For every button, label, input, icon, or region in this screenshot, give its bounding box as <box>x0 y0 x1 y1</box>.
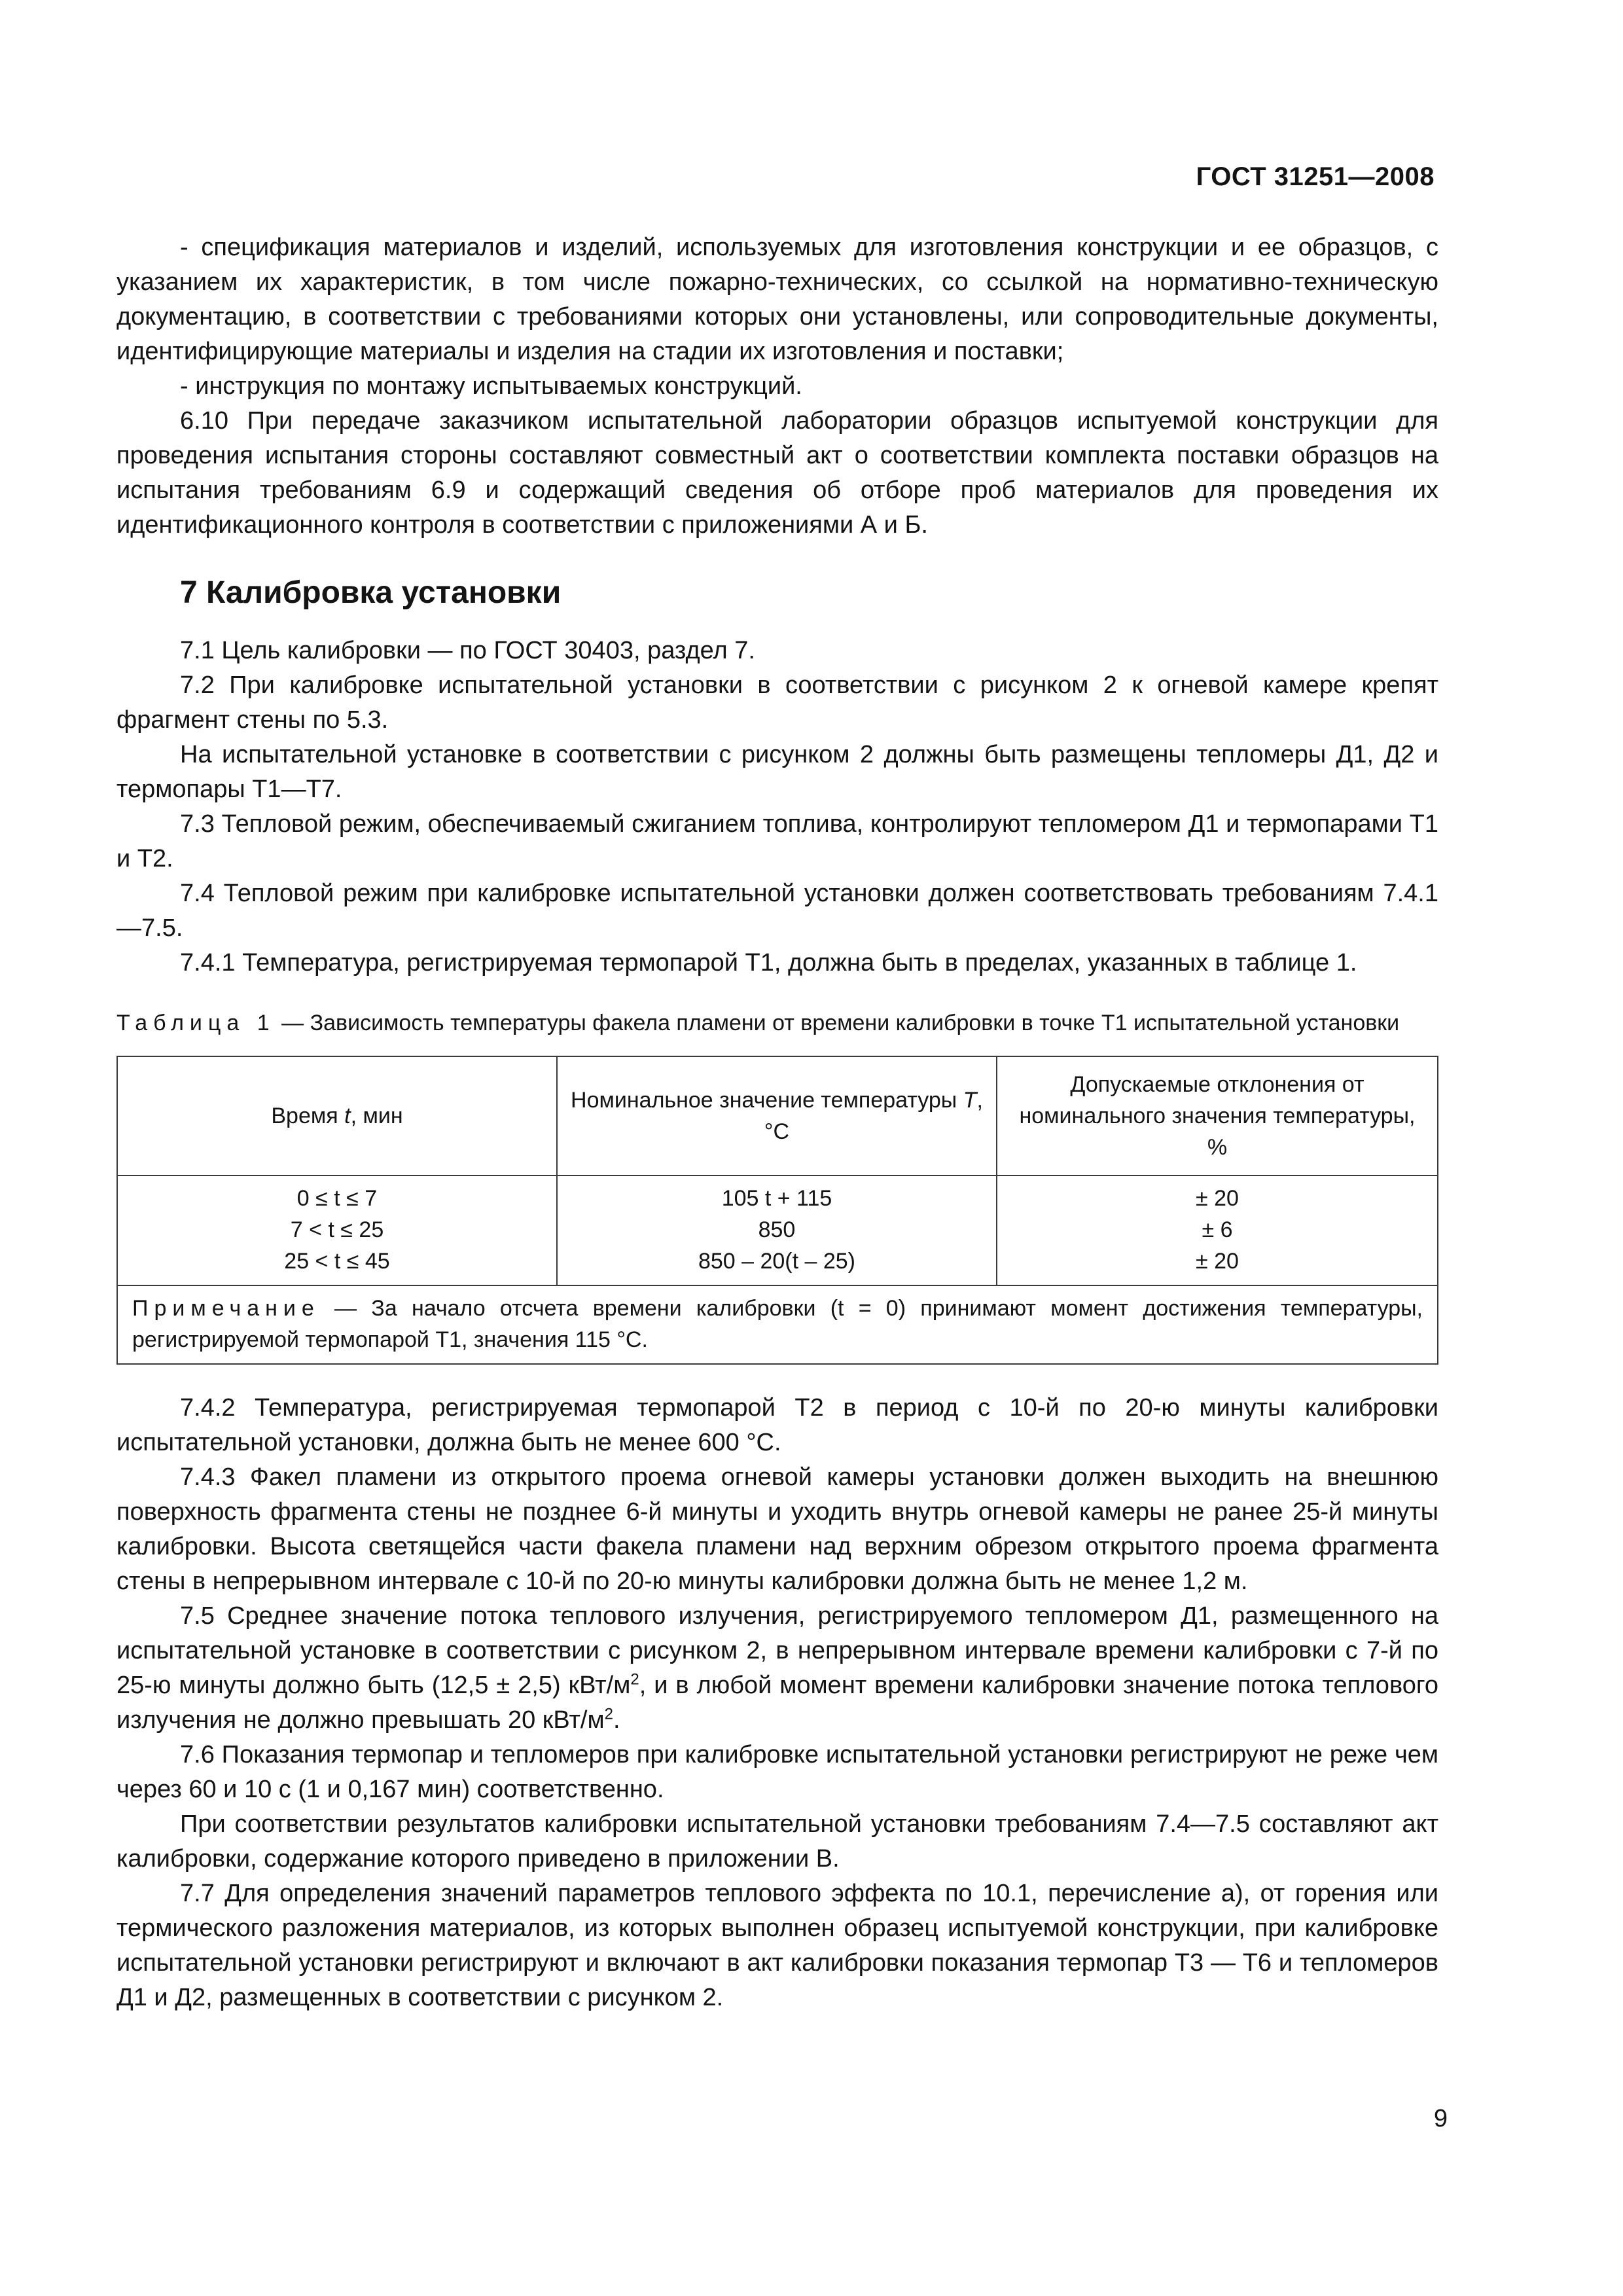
tolerance-values-cell <box>997 1175 1438 1285</box>
time-range: 0 ≤ t ≤ 7 <box>296 1186 378 1211</box>
header-nominal-temperature: Номинальное значение температуры T, °С <box>557 1056 997 1175</box>
paragraph-7-6: 7.6 Показания термопар и тепломеров при калибровке испытательной установки регистрируют не реже чем через 60 и 10 с (1 и 0,167 мин) соответственно. <box>116 1741 1438 1803</box>
tolerance-value: ± 6 <box>1202 1217 1233 1242</box>
paragraph-instruction: - инструкция по монтажу испытываемых конструкций. <box>180 372 802 400</box>
nominal-value: 850 – 20(t – 25) <box>698 1249 855 1274</box>
paragraph-7-4-1: 7.4.1 Температура, регистрируемая термопарой Т1, должна быть в пределах, указанных в таблице 1. <box>180 949 1357 977</box>
paragraph-7-2: 7.2 При калибровке испытательной установки в соответствии с рисунком 2 к огневой камере крепят фрагмент стены по 5.3. <box>116 672 1438 734</box>
paragraph-calibration-act: При соответствии результатов калибровки испытательной установки требованиям 7.4—7.5 составляют акт калибровки, содержание которого приведено в приложении В. <box>116 1810 1438 1873</box>
table-caption-label: Таблица 1 <box>116 1011 276 1035</box>
document-code-header: ГОСТ 31251—2008 <box>1196 162 1435 191</box>
header-tolerance: Допускаемые отклонения от номинального значения температуры, % <box>997 1056 1438 1175</box>
table-note <box>117 1285 1438 1364</box>
time-ranges-cell <box>117 1175 557 1285</box>
paragraph-specification: - спецификация материалов и изделий, используемых для изготовления конструкции и ее образцов, с указанием их характеристик, в том числе пожарно-технических, со ссылкой на нормативно-техническую документацию, в соответствии с требованиями которых они установлены, или сопроводительные документы, идентифицирующие материалы и изделия на стадии их изготовления и поставки; <box>116 234 1438 365</box>
tolerance-value: ± 20 <box>1196 1249 1239 1274</box>
table-caption <box>116 1007 1438 1039</box>
paragraph-7-1: 7.1 Цель калибровки — по ГОСТ 30403, раздел 7. <box>180 637 755 664</box>
paragraph-7-4-2: 7.4.2 Температура, регистрируемая термопарой Т2 в период с 10-й по 20-ю минуты калибровки испытательной установки, должна быть не менее 600 °С. <box>116 1394 1438 1456</box>
note-text: — За начало отсчета времени калибровки (t = 0) принимают момент достижения температуры, регистрируемой термопарой Т1, значения 115 °С. <box>132 1296 1423 1352</box>
table-caption-text: — Зависимость температуры факела пламени от времени калибровки в точке Т1 испытательной установки <box>275 1011 1400 1035</box>
table-header-row <box>117 1056 1438 1175</box>
calibration-table <box>116 1056 1438 1365</box>
table-note-row <box>117 1285 1438 1364</box>
paragraph-7-4: 7.4 Тепловой режим при калибровке испытательной установки должен соответствовать требованиям 7.4.1—7.5. <box>116 880 1438 942</box>
table-values-row <box>117 1175 1438 1285</box>
paragraph-7-5: 7.5 Среднее значение потока теплового излучения, регистрируемого тепломером Д1, размещенного на испытательной установке в соответствии с рисунком 2, в непрерывном интервале времени калибровки с 7-й по 25-ю минуты должно быть (12,5 ± 2,5) кВт/$м^2$, и в любой момент времени калибровки значение потока теплового излучения не должно превышать 20 кВт/$м^2$. <box>116 1602 1438 1734</box>
time-range: 25 < t ≤ 45 <box>284 1249 390 1274</box>
paragraph-7-2-cont: На испытательной установке в соответствии с рисунком 2 должны быть размещены тепломеры Д1, Д2 и термопары Т1—Т7. <box>116 741 1438 803</box>
nominal-value: 850 <box>758 1217 796 1242</box>
time-range: 7 < t ≤ 25 <box>290 1217 384 1242</box>
paragraph-7-4-3: 7.4.3 Факел пламени из открытого проема огневой камеры установки должен выходить на внешнюю поверхность фрагмента стены не позднее 6-й минуты и уходить внутрь огневой камеры не ранее 25-й минуты калибровки. Высота светящейся части факела пламени над верхним обрезом открытого проема фрагмента стены в непрерывном интервале с 10-й по 20-ю минуты калибровки должна быть не менее 1,2 м. <box>116 1463 1438 1595</box>
page-content <box>116 230 1438 2015</box>
nominal-values-cell <box>557 1175 997 1285</box>
tolerance-value: ± 20 <box>1196 1186 1239 1211</box>
section-heading: 7 Калибровка установки <box>180 575 562 610</box>
paragraph-7-7: 7.7 Для определения значений параметров теплового эффекта по 10.1, перечисление а), от горения или термического разложения материалов, из которых выполнен образец испытуемой конструкции, при калибровке испытательной установки регистрируют и включают в акт калибровки показания термопар Т3 — Т6 и тепломеров Д1 и Д2, размещенных в соответствии с рисунком 2. <box>116 1880 1438 2011</box>
paragraph-6-10: 6.10 При передаче заказчиком испытательной лаборатории образцов испытуемой конструкции для проведения испытания стороны составляют совместный акт о соответствии комплекта поставки образцов на испытания требованиям 6.9 и содержащий сведения об отборе проб материалов для проведения их идентификационного контроля в соответствии с приложениями А и Б. <box>116 407 1438 539</box>
nominal-value: 105 t + 115 <box>721 1186 832 1211</box>
page-number: 9 <box>1433 2105 1448 2132</box>
header-time: Время t, мин <box>117 1056 557 1175</box>
note-label: Примечание <box>132 1296 320 1321</box>
paragraph-7-3: 7.3 Тепловой режим, обеспечиваемый сжиганием топлива, контролируют тепломером Д1 и термопарами Т1 и Т2. <box>116 810 1438 872</box>
